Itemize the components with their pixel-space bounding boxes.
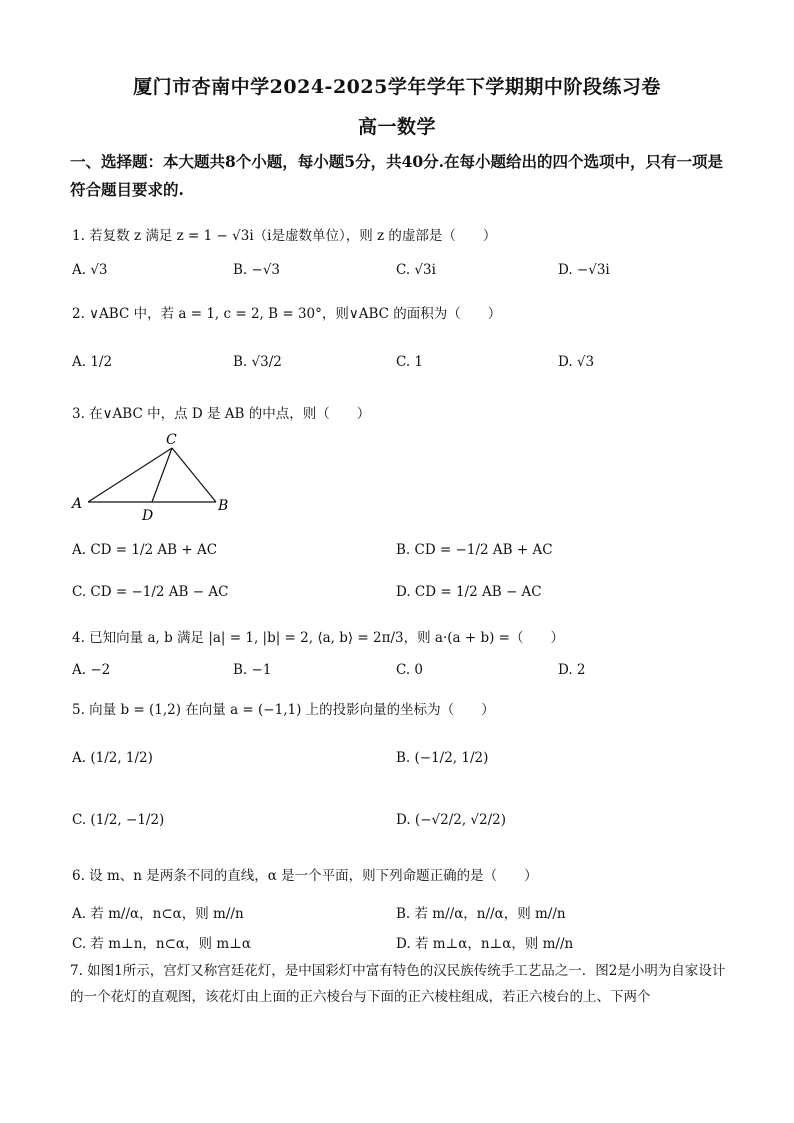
triangle-figure xyxy=(68,430,238,522)
question-6-stem: 6. 设 m、n 是两条不同的直线，α 是一个平面，则下列命题正确的是（ ） xyxy=(72,868,538,884)
q1-option-a: A. √3 xyxy=(72,262,108,278)
label-c: C xyxy=(166,432,177,448)
q5-option-b: B. (−1/2, 1/2) xyxy=(396,750,489,766)
q1-option-c: C. √3i xyxy=(396,262,436,278)
q3-option-c: C. CD = −1/2 AB − AC xyxy=(72,584,229,600)
question-3-stem: 3. 在∨ABC 中，点 D 是 AB 的中点，则（ ） xyxy=(72,406,371,422)
question-1-stem: 1. 若复数 z 满足 z = 1 − √3i（i是虚数单位），则 z 的虚部是（ ） xyxy=(72,228,497,244)
question-7-text: 7. 如图1所示，宫灯又称宫廷花灯，是中国彩灯中富有特色的汉民族传统手工艺品之一．图2是小明为自家设计的一个花灯的直观图，该花灯由上面的正六棱台与下面的正六棱柱组成，若正六棱台的上、下两个 xyxy=(70,963,726,1005)
section-heading: 一、选择题：本大题共8个小题，每小题5分，共40分.在每小题给出的四个选项中，只有一项是符合题目要求的. xyxy=(70,152,724,199)
q2-option-a: A. 1/2 xyxy=(72,354,113,370)
q6-option-b: B. 若 m//α，n//α，则 m//n xyxy=(396,906,566,922)
q4-option-c: C. 0 xyxy=(396,662,424,678)
q3-option-b: B. CD = −1/2 AB + AC xyxy=(396,542,553,558)
exam-title: 厦门市杏南中学2024-2025学年学年下学期期中阶段练习卷 xyxy=(133,76,661,98)
question-5-stem: 5. 向量 b = (1,2) 在向量 a = (−1,1) 上的投影向量的坐标为（ ） xyxy=(72,702,495,718)
q2-option-b: B. √3/2 xyxy=(233,354,282,370)
exam-subtitle: 高一数学 xyxy=(357,116,436,138)
question-2-stem: 2. ∨ABC 中，若 a = 1, c = 2, B = 30°，则∨ABC 的面积为（ ） xyxy=(72,306,502,322)
q4-option-b: B. −1 xyxy=(233,662,272,678)
q2-option-d: D. √3 xyxy=(558,354,595,370)
question-4-stem: 4. 已知向量 a, b 满足 |a| = 1, |b| = 2, ⟨a, b⟩ = 2π/3，则 a·(a + b) =（ ） xyxy=(72,630,564,646)
q6-option-d: D. 若 m⊥α，n⊥α，则 m//n xyxy=(396,936,574,952)
label-b: B xyxy=(218,498,229,514)
q5-option-c: C. (1/2, −1/2) xyxy=(72,812,165,828)
label-d: D xyxy=(142,508,154,522)
q2-option-c: C. 1 xyxy=(396,354,424,370)
q4-option-a: A. −2 xyxy=(72,662,111,678)
label-a: A xyxy=(72,496,83,512)
q4-option-d: D. 2 xyxy=(558,662,586,678)
q3-option-a: A. CD = 1/2 AB + AC xyxy=(72,542,218,558)
q6-option-c: C. 若 m⊥n，n⊂α，则 m⊥α xyxy=(72,936,251,952)
q5-option-a: A. (1/2, 1/2) xyxy=(72,750,153,766)
q1-option-d: D. −√3i xyxy=(558,262,610,278)
q5-option-d: D. (−√2/2, √2/2) xyxy=(396,812,507,828)
q1-option-b: B. −√3 xyxy=(233,262,281,278)
q3-option-d: D. CD = 1/2 AB − AC xyxy=(396,584,542,600)
q6-option-a: A. 若 m//α，n⊂α，则 m//n xyxy=(72,906,244,922)
